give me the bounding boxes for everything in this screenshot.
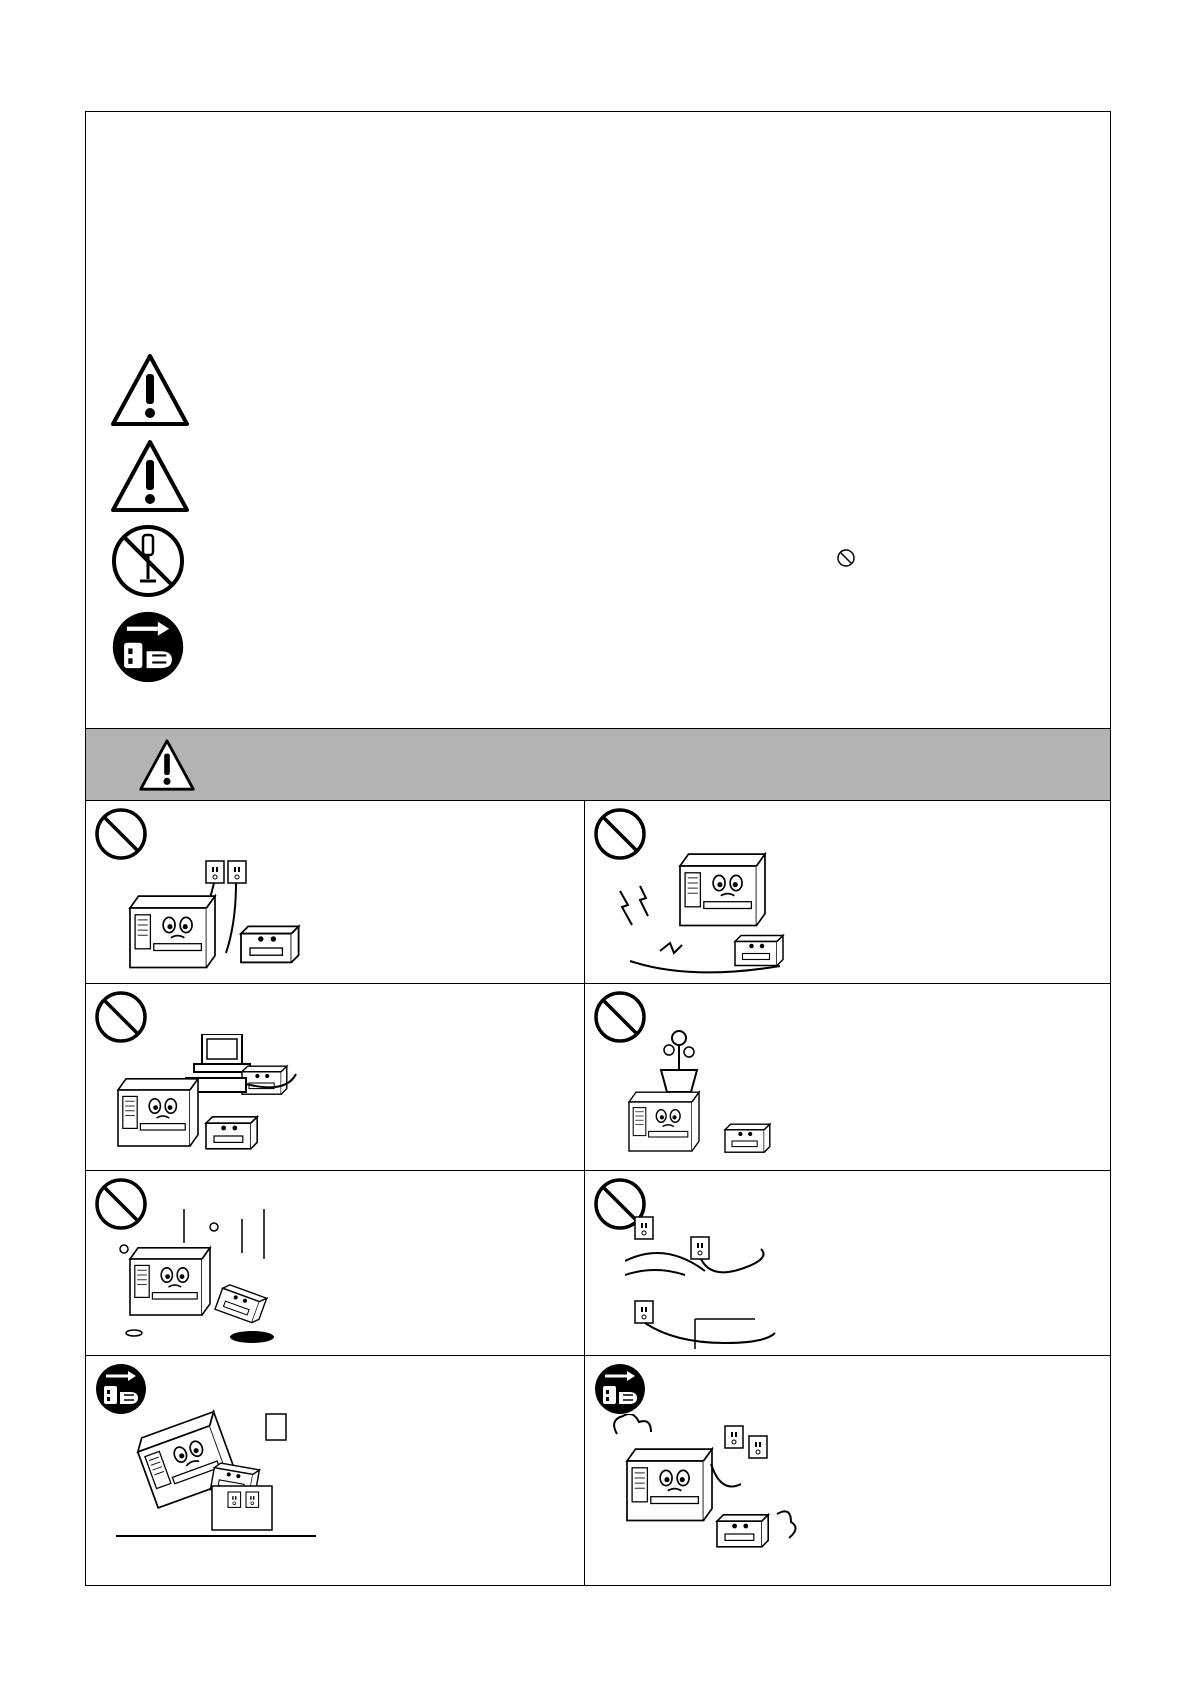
flower-vase-on-printer-illustration: [625, 1024, 825, 1164]
printer-electric-spark-illustration: [610, 841, 810, 981]
warning-item-3: [86, 984, 585, 1171]
warning-legend-row: [110, 352, 190, 432]
prohibited-small-icon: [835, 547, 857, 569]
warning-items-grid: [86, 801, 1110, 1585]
caution-triangle-icon: [110, 438, 190, 514]
unplug-legend-row: [110, 609, 190, 689]
warning-item-2: [585, 801, 1110, 984]
printer-dropped-unplug-illustration: [116, 1406, 316, 1556]
prohibited-icon: [94, 807, 148, 861]
do-not-disassemble-icon: [110, 523, 186, 599]
warning-item-7: [86, 1356, 585, 1585]
objects-falling-into-printer-illustration: [116, 1209, 316, 1351]
warning-item-1: [86, 801, 585, 984]
warning-item-6: [585, 1171, 1110, 1356]
warning-triangle-icon: [110, 352, 190, 428]
printer-shared-outlet-illustration: [126, 859, 326, 979]
warning-item-8: [585, 1356, 1110, 1585]
overloaded-power-strip-illustration: [114, 1034, 314, 1166]
unplug-power-icon: [110, 609, 186, 685]
warning-item-4: [585, 984, 1110, 1171]
safety-notice-frame: [85, 111, 1111, 1586]
damaged-power-cord-illustration: [625, 1211, 825, 1351]
printer-smoking-unplug-illustration: [607, 1414, 817, 1564]
warning-item-5: [86, 1171, 585, 1356]
unplug-icon: [593, 1362, 647, 1416]
caution-legend-row: [110, 438, 190, 518]
symbol-legend-section: [86, 112, 1110, 728]
prohibited-legend-row: [110, 523, 190, 603]
warning-banner: [86, 728, 1110, 801]
warning-triangle-icon: [138, 738, 196, 792]
